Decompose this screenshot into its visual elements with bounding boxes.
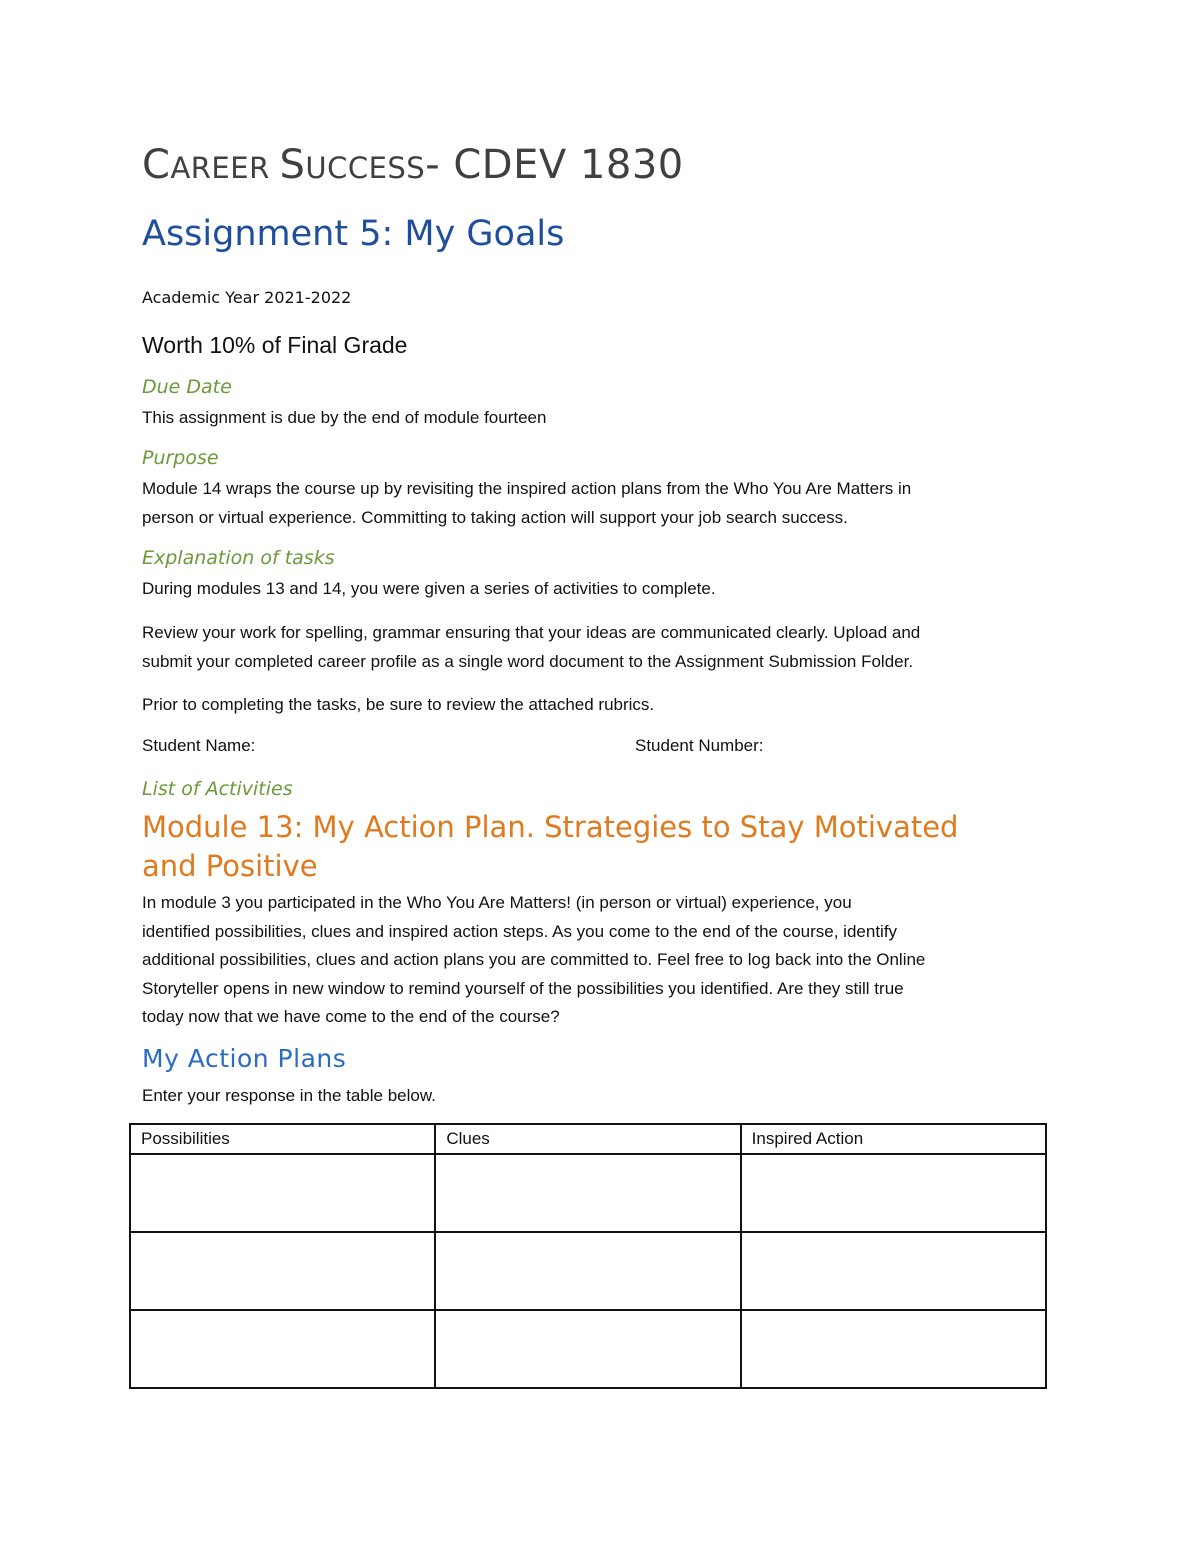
assignment-title: Assignment 5: My Goals [142,214,565,254]
academic-year: Academic Year 2021-2022 [142,288,352,307]
table-row [130,1232,1046,1310]
module-13-heading-line-1: Module 13: My Action Plan. Strategies to Stay Motivated [142,810,959,844]
purpose-heading: Purpose [142,447,219,469]
purpose-paragraph [142,475,1062,532]
tasks-heading: Explanation of tasks [142,547,335,569]
purpose-line-2: person or virtual experience. Committing to taking action will support your job search success. [142,507,848,527]
due-date-heading: Due Date [142,376,232,398]
clues-cell[interactable] [435,1310,740,1388]
tasks-paragraph-2 [142,619,1062,676]
course-title [142,142,684,188]
inspired-action-cell[interactable] [741,1154,1046,1232]
course-title-career-rest: AREER [170,151,280,185]
activities-heading: List of Activities [142,778,293,800]
module-13-line-4: Storyteller opens in new window to remind yourself of the possibilities you identified. Are they still true [142,978,904,998]
course-title-initial-s: S [279,142,306,188]
module-13-heading [142,808,1062,886]
purpose-line-1: Module 14 wraps the course up by revisiting the inspired action plans from the Who You Are Matters in [142,479,912,498]
course-title-code: - CDEV 1830 [425,142,684,188]
student-info-row [142,736,1062,764]
action-plan-table [129,1123,1047,1389]
module-13-line-1: In module 3 you participated in the Who You Are Matters! (in person or virtual) experience, you [142,893,852,912]
module-13-line-3: additional possibilities, clues and action plans you are committed to. Feel free to log back into the Online [142,950,926,969]
table-row [130,1154,1046,1232]
action-plans-instruction: Enter your response in the table below. [142,1086,436,1105]
worth-heading: Worth 10% of Final Grade [142,332,408,358]
inspired-action-cell[interactable] [741,1310,1046,1388]
table-row [130,1310,1046,1388]
student-name-label: Student Name: [142,736,256,755]
due-date-text: This assignment is due by the end of module fourteen [142,408,547,427]
module-13-line-5: today now that we have come to the end of the course? [142,1007,560,1026]
module-13-paragraph [142,889,1062,1032]
header-possibilities: Possibilities [130,1124,435,1154]
table-header-row [130,1124,1046,1154]
student-number-label: Student Number: [635,736,764,755]
possibilities-cell[interactable] [130,1310,435,1388]
header-clues: Clues [435,1124,740,1154]
clues-cell[interactable] [435,1232,740,1310]
clues-cell[interactable] [435,1154,740,1232]
inspired-action-cell[interactable] [741,1232,1046,1310]
module-13-line-2: identified possibilities, clues and inspired action steps. As you come to the end of the course, identify [142,921,898,941]
tasks-text-3: Prior to completing the tasks, be sure to review the attached rubrics. [142,695,655,714]
possibilities-cell[interactable] [130,1154,435,1232]
course-title-success-rest: UCCESS [305,151,426,185]
tasks-text-2-line-2: submit your completed career profile as a single word document to the Assignment Submission Folder. [142,651,914,671]
module-13-heading-line-2: and Positive [142,849,318,883]
header-inspired-action: Inspired Action [741,1124,1046,1154]
tasks-text-1: During modules 13 and 14, you were given a series of activities to complete. [142,579,716,598]
course-title-initial-c: C [142,142,171,188]
action-plans-heading: My Action Plans [142,1044,347,1073]
tasks-text-2-line-1: Review your work for spelling, grammar ensuring that your ideas are communicated clearly. Upload and [142,623,921,642]
possibilities-cell[interactable] [130,1232,435,1310]
